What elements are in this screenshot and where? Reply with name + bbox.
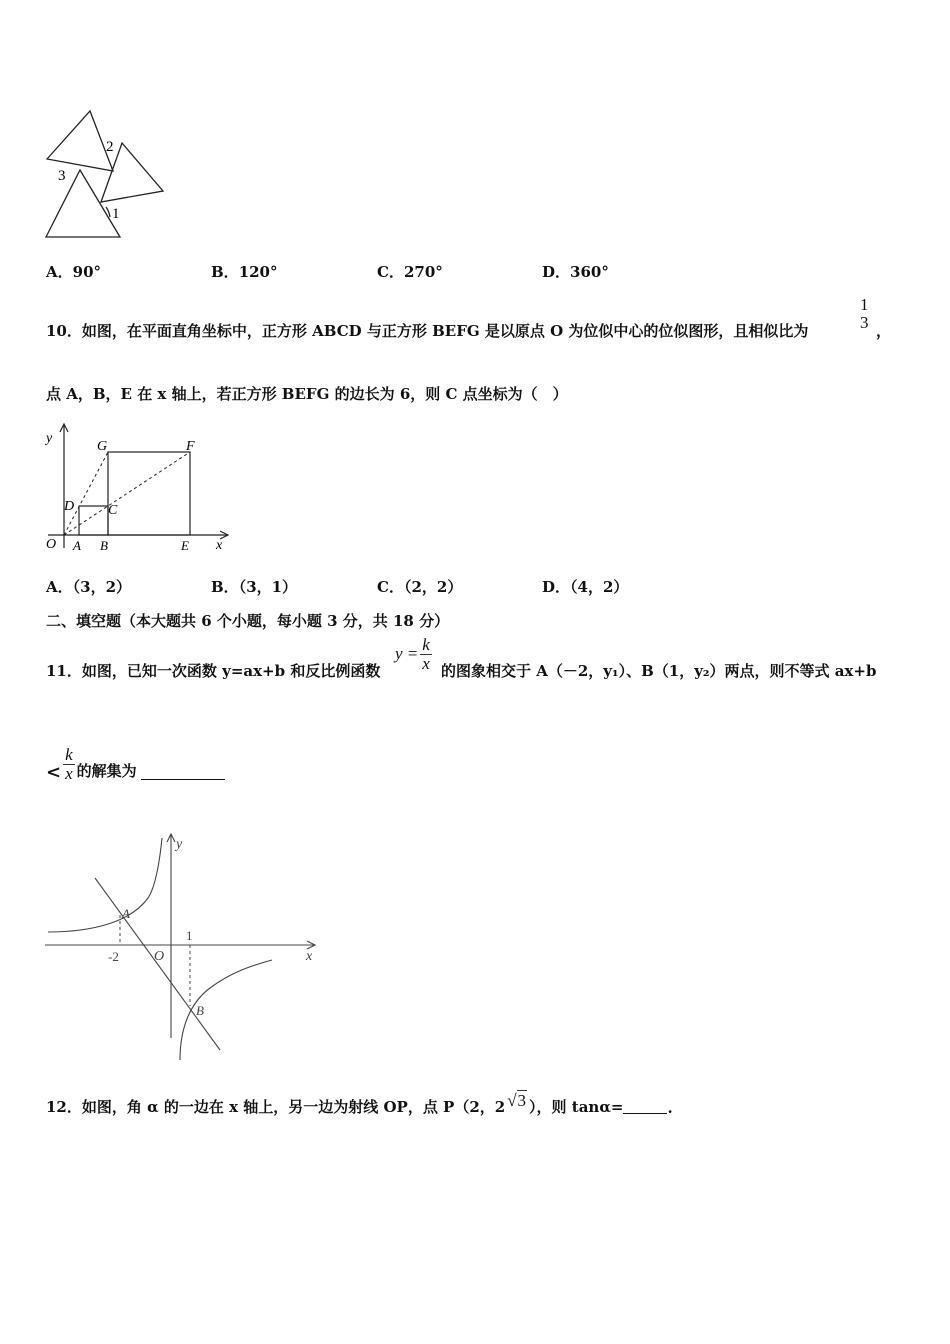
q12-answer-blank[interactable] (623, 1099, 667, 1114)
sqrt-expression: √ 3 (507, 1091, 527, 1110)
q10-label-y: y (46, 431, 53, 446)
q10-label-e: E (181, 538, 189, 553)
q9-option-c[interactable]: C．270° (377, 263, 443, 281)
dash-o-to-f (64, 452, 190, 535)
q10-label-f: F (186, 439, 195, 454)
q11-answer-blank[interactable] (141, 765, 225, 780)
q11-label-b: B (196, 1003, 204, 1018)
q10-label-c: C (108, 503, 118, 518)
q9-option-d[interactable]: D．360° (542, 263, 609, 281)
triangle-top (47, 111, 113, 171)
hyperbola-left-branch (48, 838, 162, 932)
q10-label-b: B (100, 538, 108, 553)
angle-label-3: 3 (58, 168, 66, 184)
q11-line1-suffix: 的图象相交于 A（－2，y₁）、B（1，y₂）两点，则不等式 ax+b (441, 662, 877, 680)
linear-function-line (95, 878, 220, 1050)
hyperbola-right-branch (180, 960, 272, 1060)
angle-label-1: 1 (112, 206, 120, 222)
square-abcd (79, 506, 108, 535)
square-befg (108, 452, 190, 535)
q10-label-g: G (97, 439, 108, 454)
sqrt-sign: √ (507, 1091, 517, 1110)
q10-line2: 点 A，B，E 在 x 轴上，若正方形 BEFG 的边长为 6，则 C 点坐标为（ ） (46, 385, 568, 403)
dash-o-to-g (64, 452, 108, 535)
q10-line1-end: ， (876, 322, 892, 340)
angle-label-2: 2 (106, 139, 114, 155)
q10-option-b[interactable]: B．（3，1） (211, 578, 298, 596)
q11-label-one: 1 (186, 928, 193, 943)
q11-label-y: y (176, 837, 183, 852)
q9-triangles-figure (40, 105, 175, 245)
q10-label-o: O (46, 537, 57, 552)
q10-label-a: A (73, 538, 81, 553)
q10-stem-text: 10．如图，在平面直角坐标中，正方形 ABCD 与正方形 BEFG 是以原点 O 为位似中心的位似图形，且相似比为 (46, 322, 809, 340)
q12-line: 12．如图，角 α 的一边在 x 轴上，另一边为射线 OP，点 P（2，2 √ 3 ），则 tanα= . (46, 1091, 673, 1117)
q11-function-formula: y = $\frac{k}{x}$ (395, 635, 430, 673)
q9-option-b[interactable]: B．120° (211, 263, 278, 281)
q10-label-d: D (64, 499, 75, 514)
q10-option-c[interactable]: C．（2，2） (377, 578, 463, 596)
q10-line1 (46, 320, 808, 341)
q10-label-x: x (216, 538, 223, 553)
q11-less-than: < (46, 761, 62, 783)
q11-line1-prefix: 11．如图，已知一次函数 y=ax+b 和反比例函数 (46, 662, 381, 680)
section2-title: 二、填空题（本大题共 6 个小题，每小题 3 分，共 18 分） (46, 612, 450, 630)
q11-line2: < $\frac{k}{x}$ 的解集为 (46, 746, 225, 783)
q9-option-a[interactable]: A．90° (46, 263, 102, 281)
q11-label-x: x (306, 949, 313, 964)
q11-graph-figure (40, 828, 325, 1063)
q10-squares-figure (40, 420, 240, 555)
q10-option-a[interactable]: A．（3，2） (46, 578, 132, 596)
q11-label-neg-two: -2 (108, 949, 119, 964)
q10-option-d[interactable]: D．（4，2） (542, 578, 629, 596)
q11-label-o: O (154, 949, 165, 964)
q11-label-a: A (122, 906, 130, 921)
q10-ratio-fraction: 1 3 (860, 295, 869, 332)
